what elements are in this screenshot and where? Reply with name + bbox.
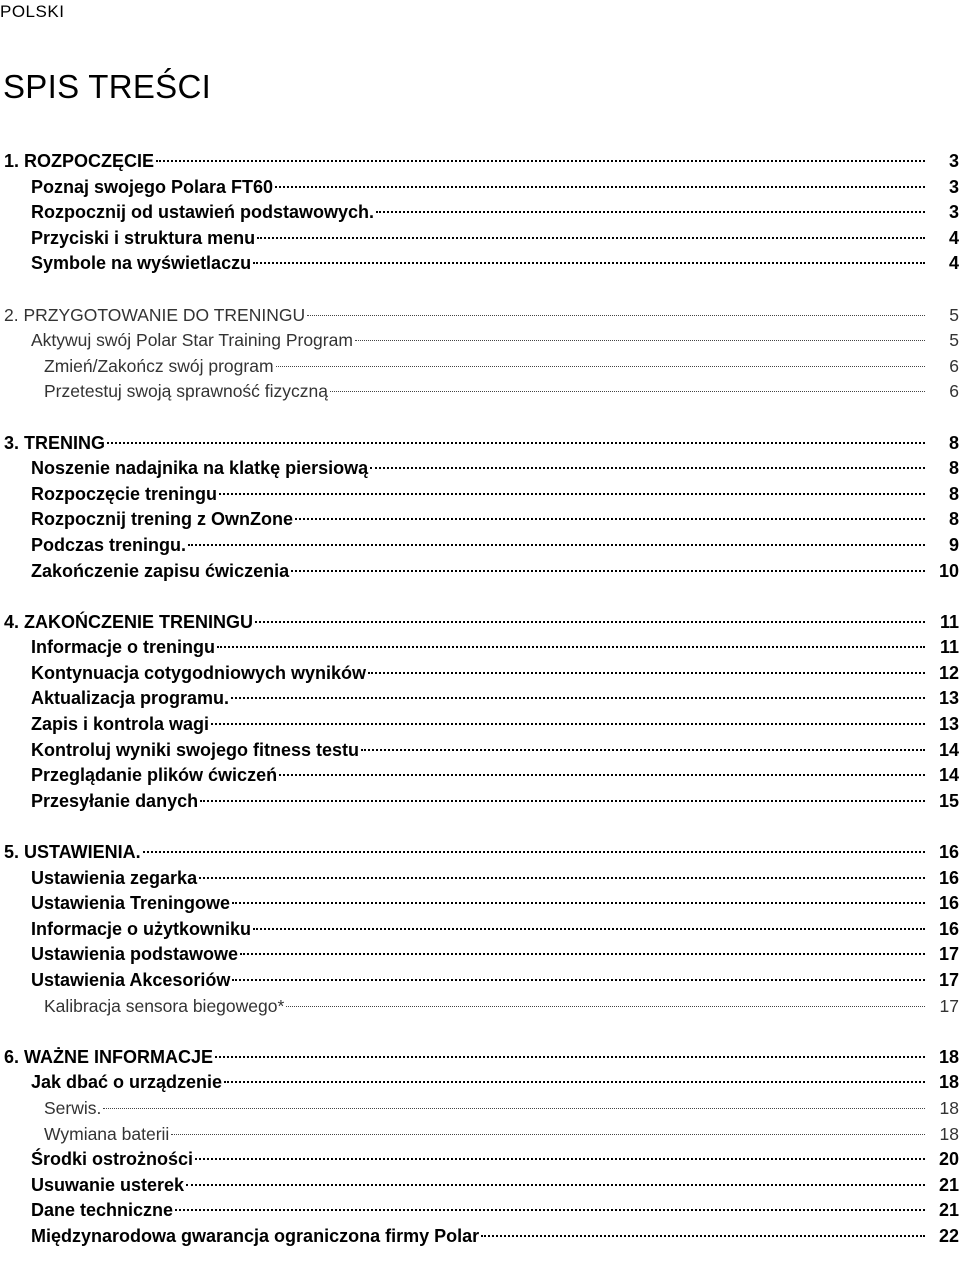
toc-entry[interactable]	[0, 994, 960, 1020]
toc-page-number: 3	[948, 202, 959, 223]
toc-entry-label: Ustawienia zegarka	[31, 867, 198, 888]
toc-page-number: 14	[938, 765, 959, 786]
language-label: POLSKI	[0, 2, 65, 21]
dot-leader	[186, 1184, 925, 1186]
dot-leader	[171, 1134, 925, 1135]
dot-leader	[224, 1081, 925, 1083]
toc-entry-label: Międzynarodowa gwarancja ograniczona firmy Polar	[31, 1225, 480, 1246]
toc-page-number: 5	[949, 304, 959, 325]
toc-entry[interactable]	[0, 1147, 960, 1173]
toc-page-number: 16	[938, 893, 959, 914]
toc-entry-label: 3. TRENING	[4, 432, 106, 453]
toc-page-number: 3	[948, 151, 959, 171]
toc-page-number: 21	[938, 1174, 959, 1195]
toc-page-number: 8	[948, 483, 959, 504]
toc-section	[0, 431, 960, 585]
toc-entry[interactable]	[0, 968, 960, 994]
toc-page-number: 9	[948, 534, 959, 555]
toc-chapter-entry[interactable]	[0, 431, 960, 457]
toc-entry-label: Kontroluj wyniki swojego fitness testu	[31, 739, 360, 760]
toc-entry[interactable]	[0, 507, 960, 533]
toc-entry[interactable]	[0, 686, 960, 712]
toc-entry-label: Przyciski i struktura menu	[31, 227, 256, 248]
toc-entry[interactable]	[0, 175, 960, 201]
toc-page-number: 16	[938, 918, 959, 939]
toc-page-number: 14	[938, 739, 959, 760]
dot-leader	[195, 1158, 925, 1160]
toc-entry-label: Kalibracja sensora biegowego*	[44, 995, 285, 1016]
toc-entry[interactable]	[0, 379, 960, 405]
toc-entry-label: Jak dbać o urządzenie	[31, 1072, 223, 1093]
dot-leader	[200, 800, 925, 802]
dot-leader	[240, 953, 925, 955]
dot-leader	[276, 366, 925, 367]
dot-leader	[217, 646, 925, 648]
toc-entry-label: Noszenie nadajnika na klatkę piersiową	[31, 458, 369, 479]
toc-entry-label: Aktualizacja programu.	[31, 688, 230, 709]
dot-leader	[107, 442, 925, 444]
toc-entry[interactable]	[0, 661, 960, 687]
dot-leader	[355, 340, 925, 341]
toc-entry-label: 5. USTAWIENIA.	[4, 842, 141, 863]
toc-entry-label: 2. PRZYGOTOWANIE DO TRENINGU	[4, 304, 306, 325]
toc-entry[interactable]	[0, 1173, 960, 1199]
dot-leader	[253, 262, 925, 264]
toc-page-number: 6	[949, 355, 959, 376]
toc-entry[interactable]	[0, 1122, 960, 1148]
dot-leader	[330, 391, 925, 392]
toc-entry-label: Informacje o użytkowniku	[31, 918, 252, 939]
toc-page-number: 13	[938, 688, 959, 709]
dot-leader	[255, 621, 925, 623]
dot-leader	[211, 723, 925, 725]
toc-page-number: 17	[938, 944, 959, 965]
toc-entry[interactable]	[0, 942, 960, 968]
toc-page-number: 13	[938, 714, 959, 735]
toc-entry[interactable]	[0, 917, 960, 943]
dot-leader	[199, 877, 925, 879]
toc-page-number: 15	[938, 790, 959, 811]
toc-page-number: 18	[938, 1046, 959, 1067]
dot-leader	[376, 211, 925, 213]
dot-leader	[231, 697, 925, 699]
toc-page-number: 12	[938, 662, 959, 683]
toc-entry[interactable]	[0, 763, 960, 789]
toc-entry[interactable]	[0, 1070, 960, 1096]
toc-section	[0, 840, 960, 1019]
dot-leader	[279, 774, 925, 776]
toc-entry-label: Aktywuj swój Polar Star Training Program	[31, 330, 353, 351]
toc-section	[0, 1045, 960, 1250]
toc-chapter-entry[interactable]	[0, 610, 960, 636]
toc-page-number: 20	[938, 1149, 959, 1170]
toc-entry[interactable]	[0, 328, 960, 354]
toc-entry-label: Podczas treningu.	[31, 534, 187, 555]
toc-page-number: 17	[938, 970, 959, 990]
toc-entry-label: Zakończenie zapisu ćwiczenia	[31, 560, 290, 581]
toc-entry-label: Serwis.	[44, 1097, 102, 1118]
toc-section	[0, 303, 960, 405]
toc-entry-label: Informacje o treningu	[31, 637, 216, 658]
toc-entry[interactable]	[0, 456, 960, 482]
toc-entry-label: Ustawienia Akcesoriów	[31, 970, 231, 990]
toc-entry-label: 6. WAŻNE INFORMACJE	[4, 1046, 214, 1067]
dot-leader	[361, 749, 925, 751]
toc-entry-label: Dane techniczne	[31, 1200, 174, 1221]
toc-chapter-entry[interactable]	[0, 840, 960, 866]
dot-leader	[295, 518, 925, 520]
toc-page-number: 8	[948, 509, 959, 530]
toc-entry[interactable]	[0, 635, 960, 661]
dot-leader	[215, 1056, 925, 1058]
dot-leader	[175, 1209, 925, 1211]
toc-entry-label: 1. ROZPOCZĘCIE	[4, 151, 155, 171]
toc-entry[interactable]	[0, 559, 960, 585]
toc-page-number: 17	[939, 995, 959, 1016]
toc-entry[interactable]	[0, 1096, 960, 1122]
toc-page-number: 18	[939, 1123, 959, 1144]
toc-entry[interactable]	[0, 789, 960, 815]
dot-leader	[219, 493, 925, 495]
toc-page-number: 4	[948, 227, 959, 248]
toc-page-number: 21	[938, 1200, 959, 1221]
toc-page-number: 11	[939, 611, 959, 632]
toc-entry[interactable]	[0, 1224, 960, 1250]
toc-page-number: 22	[938, 1225, 959, 1246]
toc-page-number: 11	[939, 637, 959, 658]
toc-entry-label: Wymiana baterii	[44, 1123, 170, 1144]
toc-entry[interactable]	[0, 482, 960, 508]
toc-entry[interactable]	[0, 533, 960, 559]
dot-leader	[368, 672, 925, 674]
toc-page-number: 4	[948, 253, 959, 274]
toc-chapter-entry[interactable]	[0, 303, 960, 329]
toc-entry-label: 4. ZAKOŃCZENIE TRENINGU	[4, 611, 254, 632]
toc-chapter-entry[interactable]	[0, 1045, 960, 1071]
dot-leader	[275, 186, 925, 188]
dot-leader	[253, 928, 925, 930]
toc-entry-label: Kontynuacja cotygodniowych wyników	[31, 662, 367, 683]
toc-entry[interactable]	[0, 226, 960, 252]
toc-section	[0, 610, 960, 815]
toc-page-number: 8	[948, 432, 959, 453]
dot-leader	[232, 979, 925, 981]
dot-leader	[286, 1006, 925, 1007]
dot-leader	[481, 1235, 925, 1237]
toc-chapter-entry[interactable]	[0, 149, 960, 175]
toc-section	[0, 149, 960, 277]
toc-page-number: 18	[938, 1072, 959, 1093]
dot-leader	[232, 902, 925, 904]
toc-entry-label: Rozpocznij od ustawień podstawowych.	[31, 202, 375, 223]
toc-entry[interactable]	[0, 1198, 960, 1224]
toc-page-number: 8	[948, 458, 959, 479]
toc-entry-label: Ustawienia podstawowe	[31, 944, 239, 965]
toc-entry[interactable]	[0, 200, 960, 226]
toc-entry-label: Ustawienia Treningowe	[31, 893, 231, 914]
toc-page-number: 3	[948, 176, 959, 197]
toc-page-number: 16	[938, 842, 959, 863]
toc-entry-label: Przetestuj swoją sprawność fizyczną	[44, 381, 328, 402]
toc-entry-label: Zapis i kontrola wagi	[31, 714, 210, 735]
toc-entry-label: Przeglądanie plików ćwiczeń	[31, 765, 278, 786]
toc-page-number: 16	[938, 867, 959, 888]
toc-entry[interactable]	[0, 866, 960, 892]
dot-leader	[291, 570, 925, 572]
toc-entry-label: Rozpocznij trening z OwnZone	[31, 509, 293, 530]
dot-leader	[103, 1108, 925, 1109]
toc-entry-label: Symbole na wyświetlaczu	[31, 253, 252, 274]
toc-entry[interactable]	[0, 251, 960, 277]
toc-entry[interactable]	[0, 891, 960, 917]
toc-entry-label: Poznaj swojego Polara FT60	[31, 176, 274, 197]
toc-entry-label: Środki ostrożności	[31, 1149, 194, 1170]
dot-leader	[257, 237, 925, 239]
page-title: SPIS TREŚCI	[3, 68, 212, 105]
table-of-contents	[0, 149, 960, 1275]
toc-entry-label: Usuwanie usterek	[31, 1174, 185, 1195]
toc-page-number: 6	[949, 381, 959, 402]
dot-leader	[370, 467, 925, 469]
toc-entry[interactable]	[0, 354, 960, 380]
toc-entry-label: Rozpoczęcie treningu	[31, 483, 218, 504]
toc-entry-label: Zmień/Zakończ swój program	[44, 355, 274, 376]
toc-entry[interactable]	[0, 712, 960, 738]
toc-entry-label: Przesyłanie danych	[31, 790, 199, 811]
dot-leader	[143, 851, 925, 853]
dot-leader	[156, 160, 925, 162]
dot-leader	[307, 315, 925, 316]
toc-page-number: 5	[949, 330, 959, 351]
toc-entry[interactable]	[0, 738, 960, 764]
dot-leader	[188, 544, 925, 546]
toc-page-number: 10	[938, 560, 959, 581]
toc-page-number: 18	[939, 1097, 959, 1118]
